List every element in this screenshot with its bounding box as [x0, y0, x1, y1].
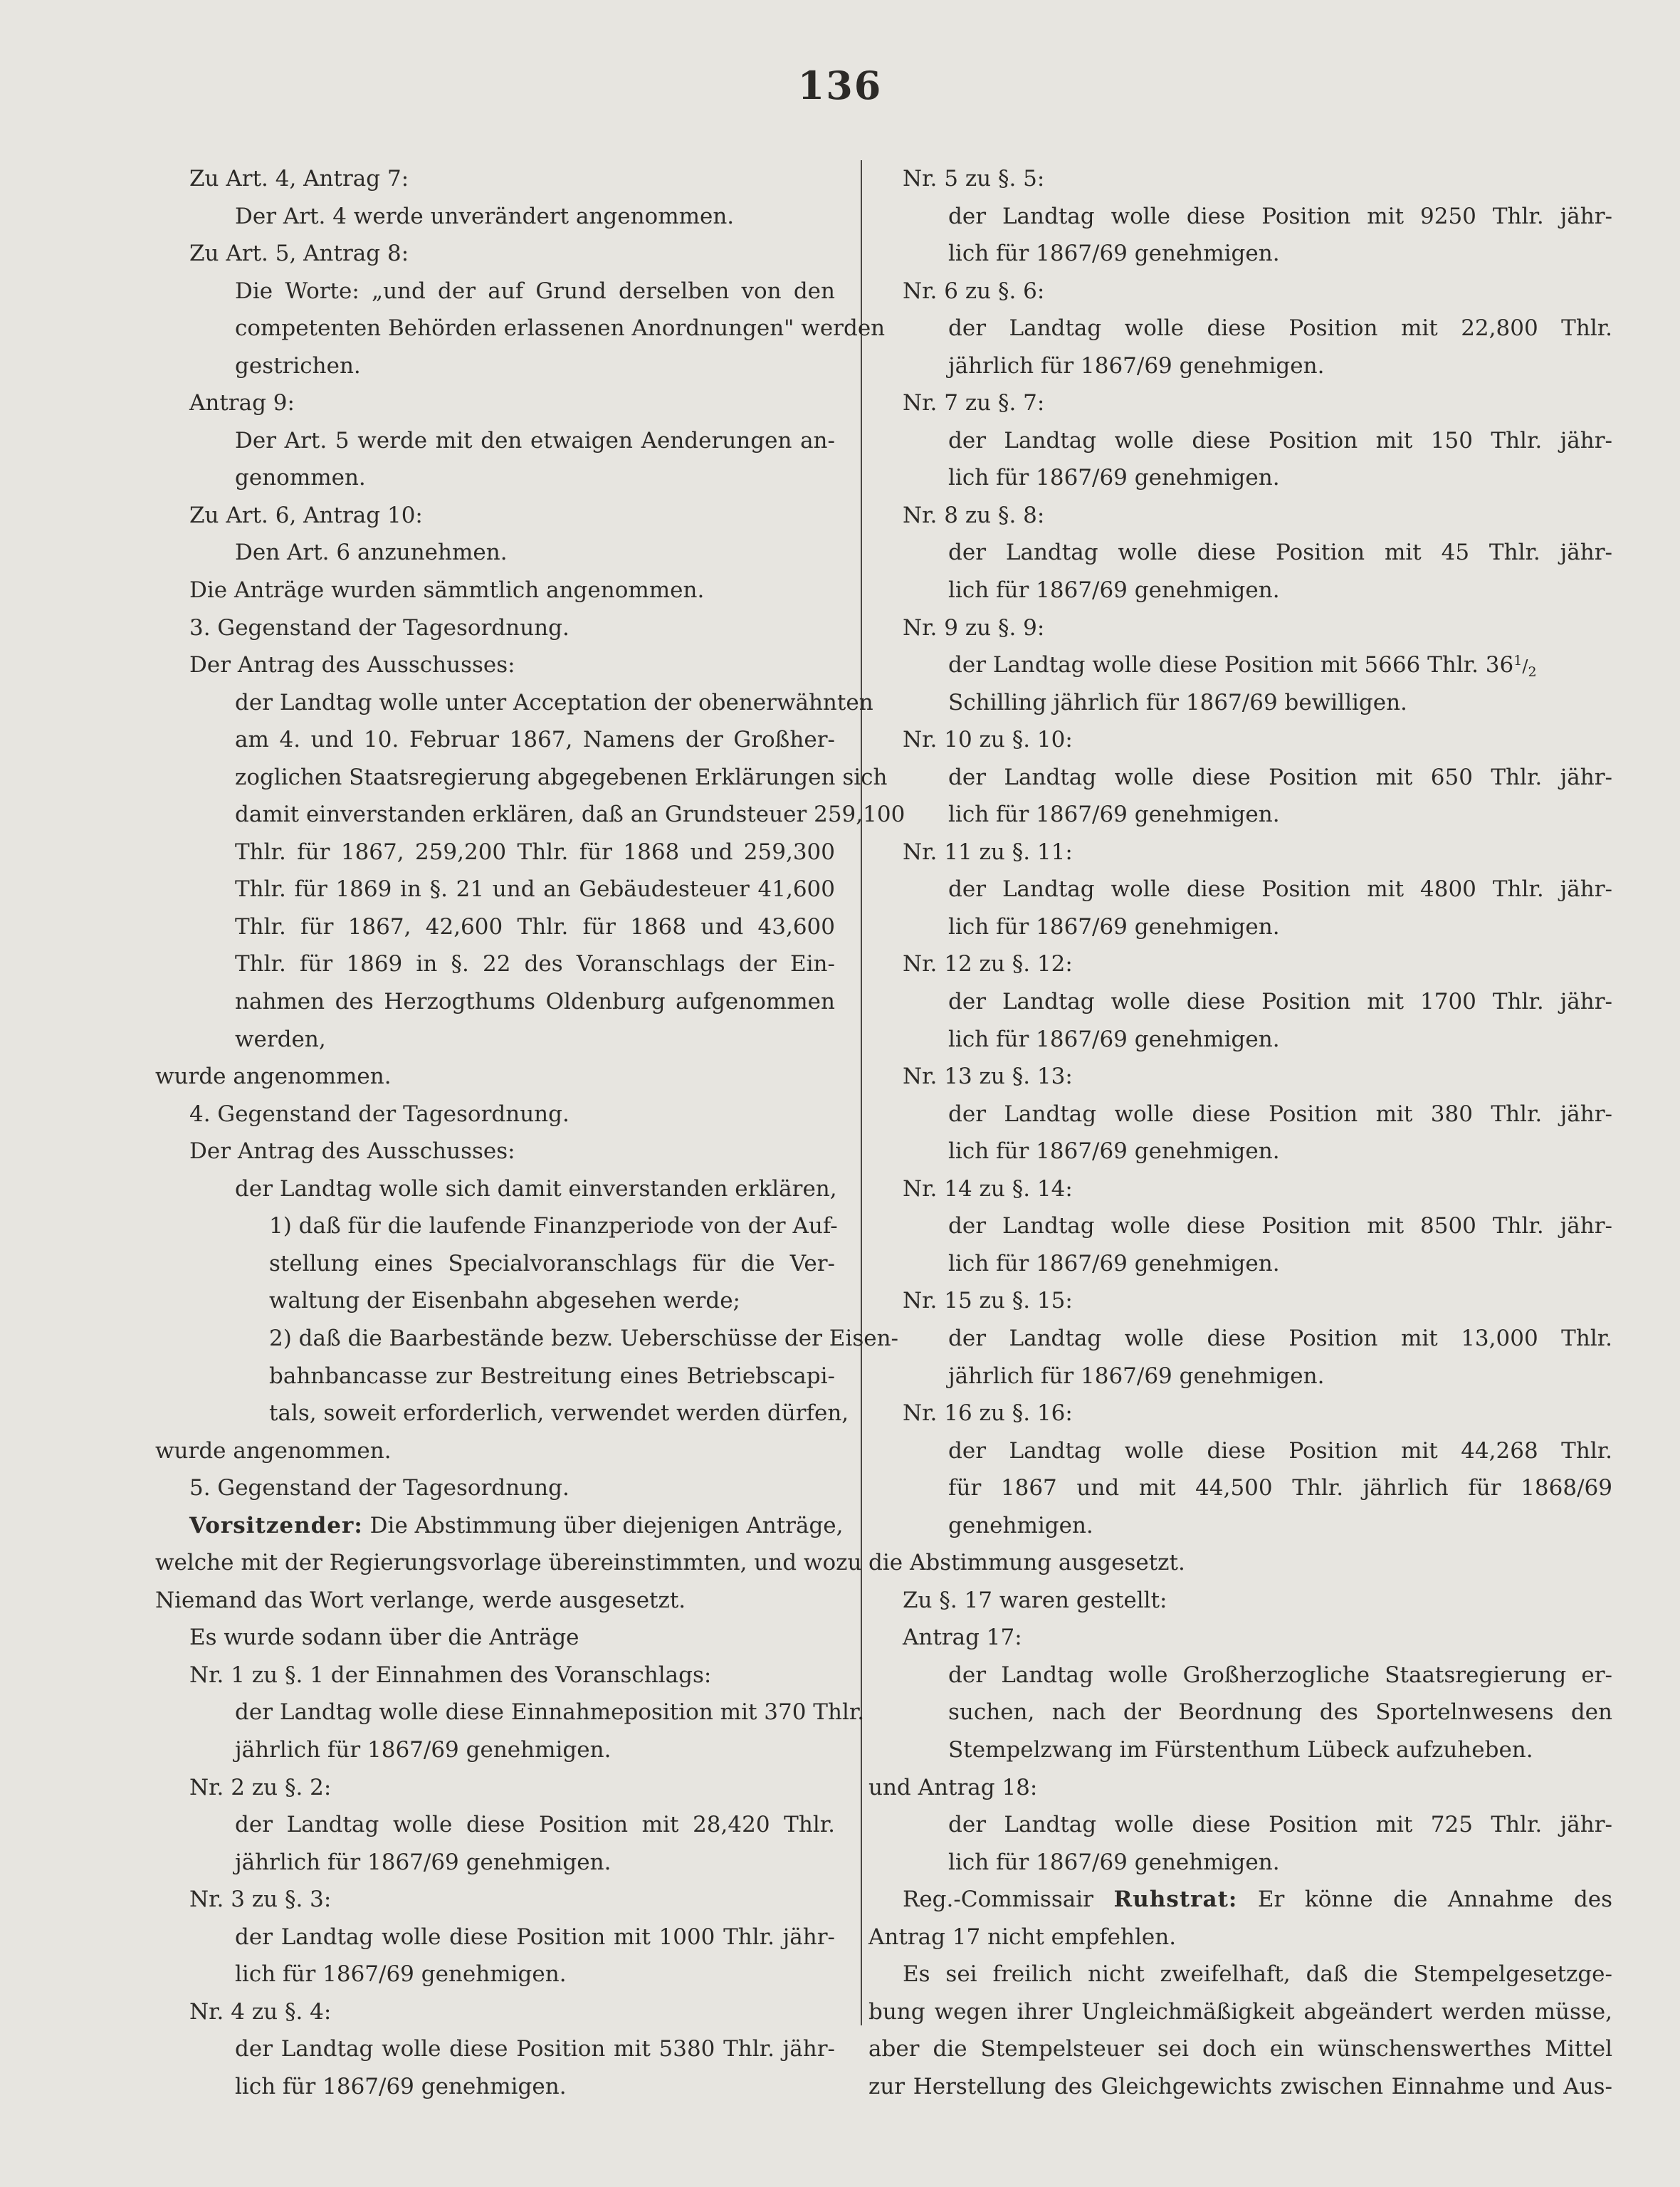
text-line [868, 945, 1612, 983]
text-line [155, 1657, 835, 1694]
line-text: Der Art. 5 werde mit den etwaigen Aenderungen an- [235, 427, 835, 453]
line-text: damit einverstanden erklären, daß an Grundsteuer 259,100 [235, 802, 905, 828]
line-text: Nr. 3 zu §. 3: [189, 1887, 332, 1913]
line-text: jährlich für 1867/69 genehmigen. [948, 352, 1325, 379]
line-text: der Landtag wolle diese Position mit 44,268 Thlr. [948, 1437, 1612, 1464]
line-text: werden, [235, 1026, 326, 1052]
text-line [155, 646, 835, 684]
text-line [868, 871, 1612, 908]
line-text: Thlr. für 1867, 42,600 Thlr. für 1868 und 43,600 [235, 913, 835, 940]
text-line [868, 1320, 1612, 1358]
text-line [155, 871, 835, 908]
line-text: am 4. und 10. Februar 1867, Namens der Großher- [235, 727, 835, 753]
line-text: jährlich für 1867/69 genehmigen. [235, 1736, 611, 1763]
line-text: competenten Behörden erlassenen Anordnungen" werden [235, 315, 886, 342]
text-line [155, 1096, 835, 1133]
text-line [868, 1096, 1612, 1133]
line-text: lich für 1867/69 genehmigen. [948, 1250, 1280, 1276]
line-text: Der Antrag des Ausschusses: [189, 1138, 515, 1165]
line-text: Der Antrag des Ausschusses: [189, 652, 515, 678]
text-line [155, 684, 873, 722]
text-line [155, 1021, 835, 1059]
text-line [868, 1507, 1612, 1545]
line-text: bung wegen ihrer Ungleichmäßigkeit abgeändert werden müsse, [868, 1998, 1612, 2025]
text-line [155, 908, 835, 946]
text-line [868, 834, 1612, 871]
text-line [155, 1956, 835, 1993]
line-text: Zu Art. 6, Antrag 10: [189, 502, 423, 528]
speaker-name: Vorsitzender: [189, 1512, 363, 1538]
text-line [868, 2068, 1612, 2106]
line-text: der Landtag wolle diese Position mit 150 Thlr. jähr- [948, 427, 1612, 453]
text-line [868, 534, 1612, 572]
fraction: $^1/_2$ [1513, 653, 1537, 681]
text-line [868, 1245, 1612, 1283]
line-text: der Landtag wolle diese Position mit 9250 Thlr. jähr- [948, 203, 1612, 229]
line-text: Nr. 1 zu §. 1 der Einnahmen des Voranschlags: [189, 1662, 712, 1688]
text-line [868, 310, 1612, 347]
text-line [155, 1731, 835, 1769]
page-number: 136 [797, 63, 883, 108]
speaker-name: Ruhstrat: [1113, 1887, 1238, 1913]
text-line [155, 2068, 835, 2106]
line-text: Nr. 12 zu §. 12: [903, 951, 1073, 977]
line-text: der Landtag wolle unter Acceptation der obenerwähnten [235, 689, 873, 715]
text-line [155, 310, 886, 347]
line-text: der Landtag wolle diese Position mit 45 Thlr. jähr- [948, 540, 1612, 566]
line-text: nahmen des Herzogthums Oldenburg aufgenommen [235, 989, 835, 1015]
text-line [868, 646, 1612, 684]
line-text: lich für 1867/69 genehmigen. [948, 241, 1280, 267]
line-text: Thlr. für 1867, 259,200 Thlr. für 1868 und 259,300 [235, 839, 835, 865]
line-text: der Landtag wolle diese Position mit 4800 Thlr. jähr- [948, 876, 1612, 903]
line-text: für 1867 und mit 44,500 Thlr. jährlich für 1868/69 [948, 1475, 1612, 1501]
right-column [868, 160, 1612, 2105]
text-line [868, 1432, 1612, 1470]
text-line [868, 1806, 1612, 1844]
text-line [155, 198, 835, 236]
line-text: genommen. [235, 465, 366, 491]
text-line [155, 1282, 835, 1320]
line-text: Nr. 15 zu §. 15: [903, 1288, 1073, 1314]
line-text: Antrag 17: [903, 1625, 1022, 1651]
line-text: der Landtag wolle diese Position mit 28,420 Thlr. [235, 1812, 835, 1838]
line-text: jährlich für 1867/69 genehmigen. [235, 1849, 611, 1875]
text-line [155, 1133, 835, 1170]
line-text: Thlr. für 1869 in §. 21 und an Gebäudesteuer 41,600 [235, 876, 835, 903]
text-line [868, 1844, 1612, 1882]
line-text: 4. Gegenstand der Tagesordnung. [189, 1101, 569, 1127]
text-line [155, 983, 835, 1021]
line-text: Nr. 5 zu §. 5: [903, 166, 1045, 192]
line-text: der Landtag wolle diese Position mit 1000 Thlr. jähr- [235, 1924, 835, 1950]
line-text: zoglichen Staatsregierung abgegebenen Erklärungen sich [235, 764, 888, 790]
line-text: stellung eines Specialvoranschlags für die Ver- [269, 1250, 835, 1276]
line-text: lich für 1867/69 genehmigen. [948, 577, 1280, 604]
text-line [155, 1919, 835, 1956]
line-text: Antrag 9: [189, 390, 295, 416]
line-text: Nr. 13 zu §. 13: [903, 1064, 1073, 1090]
text-line [868, 1133, 1612, 1170]
text-line [868, 1395, 1612, 1432]
speaker-title: Reg.-Commissair [903, 1887, 1093, 1913]
text-line [155, 1694, 865, 1731]
text-line [868, 1993, 1612, 2031]
text-line [868, 1170, 1612, 1208]
text-line [868, 684, 1612, 722]
line-text: 5. Gegenstand der Tagesordnung. [189, 1475, 569, 1501]
text-line [868, 1358, 1612, 1395]
text-line [155, 945, 835, 983]
text-line [155, 160, 835, 198]
text-line [155, 1207, 838, 1245]
text-line [868, 1919, 1612, 1956]
line-text: Er könne die Annahme des [1257, 1887, 1612, 1913]
column-rule [861, 160, 862, 2025]
line-text: wurde angenommen. [155, 1064, 392, 1090]
line-text: der Landtag wolle diese Position mit 8500 Thlr. jähr- [948, 1213, 1612, 1239]
text-line [868, 459, 1612, 497]
line-text: lich für 1867/69 genehmigen. [235, 2073, 567, 2099]
line-text: Nr. 7 zu §. 7: [903, 390, 1045, 416]
text-line [155, 347, 835, 385]
line-text: waltung der Eisenbahn abgesehen werde; [269, 1288, 740, 1314]
line-text: Nr. 10 zu §. 10: [903, 727, 1073, 753]
line-text: der Landtag wolle Großherzogliche Staatsregierung er- [948, 1662, 1612, 1688]
fraction-denominator: 2 [1528, 664, 1537, 681]
text-line [155, 273, 835, 310]
line-text: welche mit der Regierungsvorlage übereinstimmten, und wozu [155, 1550, 862, 1576]
text-line [868, 1282, 1612, 1320]
text-line [868, 384, 1612, 422]
text-line [155, 1544, 862, 1582]
text-line [155, 1170, 835, 1208]
line-text: lich für 1867/69 genehmigen. [948, 1138, 1280, 1165]
line-text: 2) daß die Baarbestände bezw. Ueberschüsse der Eisen- [269, 1325, 899, 1351]
line-text: und Antrag 18: [868, 1774, 1038, 1800]
text-line [155, 1320, 899, 1358]
text-line [868, 1956, 1612, 1993]
line-text: Antrag 17 nicht empfehlen. [868, 1924, 1177, 1950]
line-text: bahnbancasse zur Bestreitung eines Betriebscapi- [269, 1363, 835, 1389]
line-text: der Landtag wolle diese Position mit 13,000 Thlr. [948, 1325, 1612, 1351]
text-line [868, 160, 1612, 198]
text-line [868, 908, 1612, 946]
text-line [868, 2030, 1612, 2068]
line-text: wurde angenommen. [155, 1437, 392, 1464]
line-text: der Landtag wolle diese Einnahmeposition mit 370 Thlr. [235, 1699, 865, 1726]
line-text: lich für 1867/69 genehmigen. [948, 1849, 1280, 1875]
line-text: 1) daß für die laufende Finanzperiode von der Auf- [269, 1213, 838, 1239]
line-text: der Landtag wolle diese Position mit 1700 Thlr. jähr- [948, 989, 1612, 1015]
line-text: Zu Art. 4, Antrag 7: [189, 166, 409, 192]
line-text: Nr. 8 zu §. 8: [903, 502, 1045, 528]
text-line [868, 198, 1612, 236]
text-line [868, 721, 1612, 759]
text-line [155, 1507, 844, 1545]
text-line [155, 497, 835, 535]
line-text: Die Anträge wurden sämmtlich angenommen. [189, 577, 705, 604]
text-line [155, 759, 888, 797]
text-line [868, 796, 1612, 834]
line-text: Nr. 2 zu §. 2: [189, 1774, 332, 1800]
line-text: jährlich für 1867/69 genehmigen. [948, 1363, 1325, 1389]
text-line [868, 1657, 1612, 1694]
text-line [155, 1844, 835, 1882]
line-text: Es sei freilich nicht zweifelhaft, daß die Stempelgesetzge- [903, 1961, 1612, 1988]
text-line [868, 759, 1612, 797]
line-text: suchen, nach der Beordnung des Sportelnwesens den [948, 1699, 1612, 1726]
text-line [868, 1731, 1612, 1769]
text-line [868, 497, 1612, 535]
text-line [868, 1769, 1612, 1807]
line-text: lich für 1867/69 genehmigen. [948, 913, 1280, 940]
left-column [155, 160, 905, 2105]
text-line [868, 1469, 1612, 1507]
text-line [868, 1881, 1612, 1919]
line-text: aber die Stempelsteuer sei doch ein wünschenswerthes Mittel [868, 2036, 1612, 2062]
line-text: der Landtag wolle diese Position mit 725 Thlr. jähr- [948, 1812, 1612, 1838]
text-line [155, 609, 835, 647]
text-line [868, 1021, 1612, 1059]
line-text: Nr. 6 zu §. 6: [903, 278, 1045, 304]
line-text: Niemand das Wort verlange, werde ausgesetzt. [155, 1587, 686, 1613]
text-line [155, 1619, 835, 1657]
line-text: lich für 1867/69 genehmigen. [948, 802, 1280, 828]
text-line [868, 609, 1612, 647]
line-text: Thlr. für 1869 in §. 22 des Voranschlags der Ein- [235, 951, 835, 977]
line-text: zur Herstellung des Gleichgewichts zwischen Einnahme und Aus- [868, 2073, 1612, 2099]
line-text: Nr. 4 zu §. 4: [189, 1998, 332, 2025]
line-text: tals, soweit erforderlich, verwendet werden dürfen, [269, 1400, 849, 1427]
text-line [868, 1544, 1612, 1582]
text-line [155, 1058, 835, 1096]
text-line [155, 1245, 835, 1283]
text-line [155, 1358, 835, 1395]
line-text: die Abstimmung ausgesetzt. [868, 1550, 1185, 1576]
line-text: gestrichen. [235, 352, 361, 379]
line-text: Nr. 14 zu §. 14: [903, 1175, 1073, 1202]
text-line [868, 273, 1612, 310]
line-text: lich für 1867/69 genehmigen. [948, 1026, 1280, 1052]
text-line [155, 1993, 835, 2031]
line-text: genehmigen. [948, 1512, 1093, 1538]
fraction-numerator: 1 [1513, 653, 1523, 669]
text-line [155, 1769, 835, 1807]
text-line [155, 572, 835, 609]
text-line [155, 534, 835, 572]
line-text: Zu Art. 5, Antrag 8: [189, 241, 409, 267]
text-line [155, 1806, 835, 1844]
line-text: Der Art. 4 werde unverändert angenommen. [235, 203, 735, 229]
text-line [155, 1582, 835, 1620]
line-text: 3. Gegenstand der Tagesordnung. [189, 614, 569, 641]
line-text: Schilling jährlich für 1867/69 bewilligen. [948, 689, 1407, 715]
text-line [155, 384, 835, 422]
text-line [868, 235, 1612, 273]
line-text: Die Abstimmung über diejenigen Anträge, [369, 1512, 844, 1538]
text-line [155, 459, 835, 497]
text-line [868, 1207, 1612, 1245]
text-line [155, 422, 835, 460]
text-line [868, 347, 1612, 385]
line-text: Zu §. 17 waren gestellt: [903, 1587, 1167, 1613]
text-line [868, 1694, 1612, 1731]
text-line [868, 1058, 1612, 1096]
line-text: der Landtag wolle sich damit einverstanden erklären, [235, 1175, 837, 1202]
text-line [155, 1395, 849, 1432]
text-line [155, 834, 835, 871]
line-text: Es wurde sodann über die Anträge [189, 1625, 579, 1651]
text-line [868, 983, 1612, 1021]
text-line [868, 572, 1612, 609]
text-line [155, 721, 835, 759]
line-text: Die Worte: „und der auf Grund derselben von den [235, 278, 835, 304]
line-text: der Landtag wolle diese Position mit 22,800 Thlr. [948, 315, 1612, 342]
line-text: Nr. 9 zu §. 9: [903, 614, 1045, 641]
line-text: Den Art. 6 anzunehmen. [235, 540, 508, 566]
text-line [155, 1432, 835, 1470]
text-line [155, 235, 835, 273]
text-line [155, 1469, 835, 1507]
text-line [868, 1619, 1612, 1657]
line-text: der Landtag wolle diese Position mit 5380 Thlr. jähr- [235, 2036, 835, 2062]
text-line [868, 1582, 1612, 1620]
line-text: Nr. 11 zu §. 11: [903, 839, 1073, 865]
text-line [155, 1881, 835, 1919]
line-text: lich für 1867/69 genehmigen. [235, 1961, 567, 1988]
line-text: lich für 1867/69 genehmigen. [948, 465, 1280, 491]
text-line [155, 796, 905, 834]
text-line [868, 422, 1612, 460]
line-text: der Landtag wolle diese Position mit 650 Thlr. jähr- [948, 764, 1612, 790]
text-line [155, 2030, 835, 2068]
line-text: der Landtag wolle diese Position mit 380 Thlr. jähr- [948, 1101, 1612, 1127]
line-text: Stempelzwang im Fürstenthum Lübeck aufzuheben. [948, 1736, 1533, 1763]
line-text: der Landtag wolle diese Position mit 5666 Thlr. 36 [948, 652, 1514, 678]
line-text: Nr. 16 zu §. 16: [903, 1400, 1073, 1427]
